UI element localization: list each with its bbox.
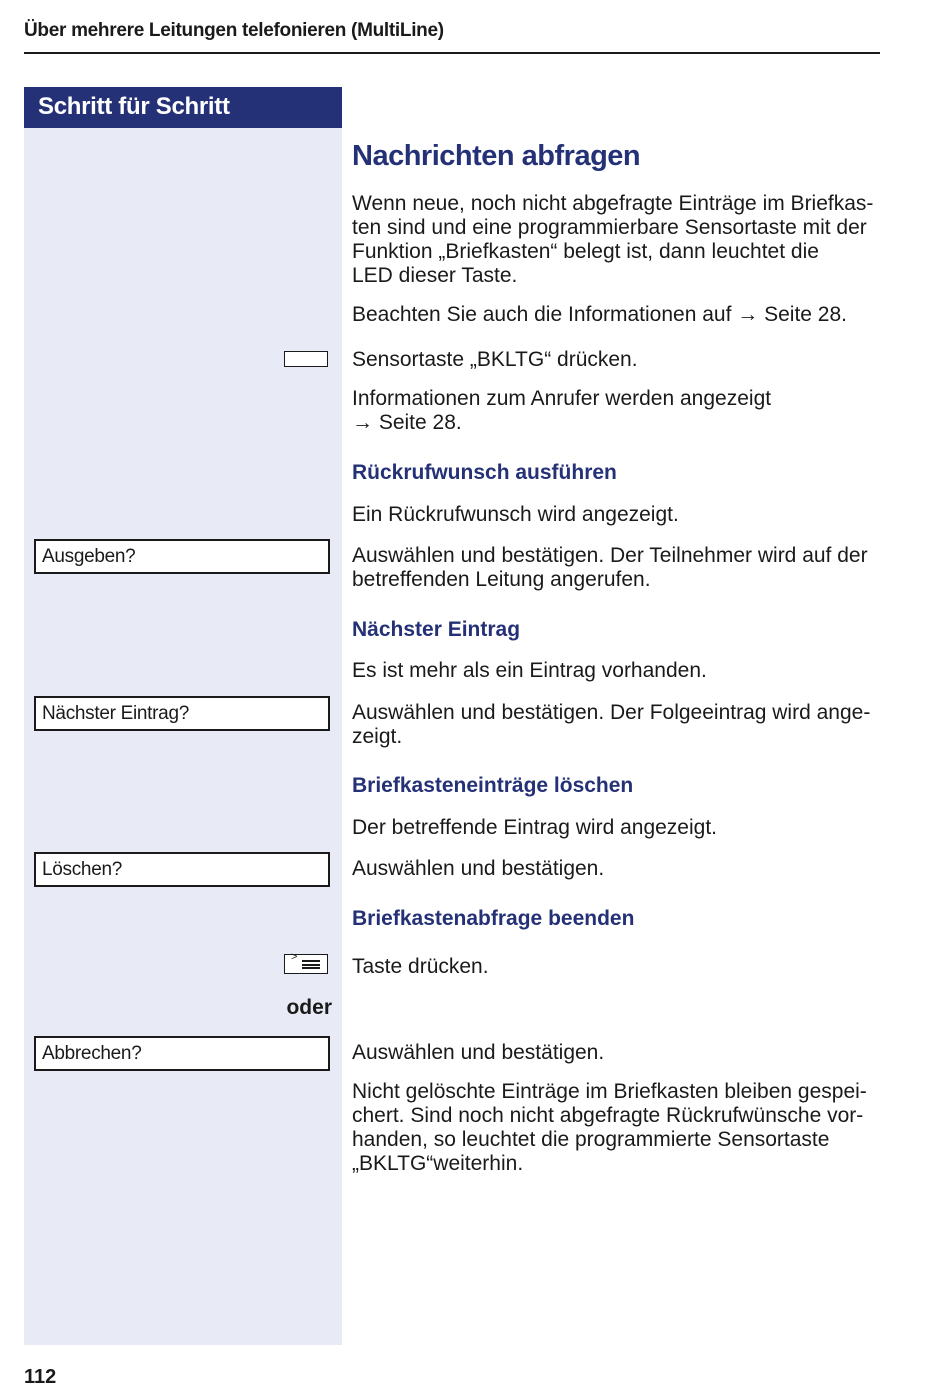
arrow-glyph: > xyxy=(291,951,298,963)
header-rule xyxy=(24,52,880,54)
subheading-naechster: Nächster Eintrag xyxy=(352,618,521,641)
sidebar-title: Schritt für Schritt xyxy=(24,87,342,128)
rueckruf-shown-text: Ein Rückrufwunsch wird angezeigt. xyxy=(352,503,679,526)
subheading-loeschen: Briefkasteneinträge löschen xyxy=(352,774,634,797)
page-number: 112 xyxy=(24,1366,57,1388)
display-ausgeben[interactable]: Ausgeben? xyxy=(34,539,330,574)
display-naechster-eintrag[interactable]: Nächster Eintrag? xyxy=(34,696,330,731)
subheading-beenden: Briefkastenabfrage beenden xyxy=(352,907,635,930)
text-line: Auswählen und bestätigen. Der Folgeeintrag wird ange- xyxy=(352,701,871,724)
intro-line: Funktion „Briefkasten“ belegt ist, dann leuchtet die xyxy=(352,240,819,263)
outro-line: chert. Sind noch nicht abgefragte Rückrufwünsche vor- xyxy=(352,1104,864,1127)
caller-info-text xyxy=(352,387,882,435)
menu-bars-glyph xyxy=(302,960,320,969)
text-line: zeigt. xyxy=(352,725,403,748)
outro-paragraph xyxy=(352,1080,882,1176)
beenden-press-text: Taste drücken. xyxy=(352,955,489,978)
intro-line: ten sind und eine programmierbare Sensortaste mit der xyxy=(352,216,867,239)
display-loeschen[interactable]: Löschen? xyxy=(34,852,330,887)
text-line: betreffenden Leitung angerufen. xyxy=(352,568,651,591)
see-also-text: Beachten Sie auch die Informationen auf → Seite 28. xyxy=(352,303,847,326)
sensor-key-icon xyxy=(284,351,328,367)
caller-info-link: → Seite 28. xyxy=(352,411,462,434)
display-abbrechen[interactable]: Abbrechen? xyxy=(34,1036,330,1071)
caller-info-line: Informationen zum Anrufer werden angezeigt xyxy=(352,387,772,410)
outro-line: Nicht gelöschte Einträge im Briefkasten bleiben gespei- xyxy=(352,1080,867,1103)
menu-key-icon xyxy=(284,951,328,974)
running-title: Über mehrere Leitungen telefonieren (MultiLine) xyxy=(24,20,444,41)
text-line: Auswählen und bestätigen. Der Teilnehmer wird auf der xyxy=(352,544,868,567)
loeschen-select-text: Auswählen und bestätigen. xyxy=(352,857,605,880)
naechster-more-text: Es ist mehr als ein Eintrag vorhanden. xyxy=(352,659,707,682)
naechster-select-text xyxy=(352,701,882,749)
intro-line: LED dieser Taste. xyxy=(352,264,518,287)
outro-line: „BKLTG“weiterhin. xyxy=(352,1152,524,1175)
press-bkltg-text: Sensortaste „BKLTG“ drücken. xyxy=(352,348,638,371)
section-title: Nachrichten abfragen xyxy=(352,140,641,172)
oder-label: oder xyxy=(286,996,332,1019)
loeschen-shown-text: Der betreffende Eintrag wird angezeigt. xyxy=(352,816,717,839)
subheading-rueckruf: Rückrufwunsch ausführen xyxy=(352,461,617,484)
intro-paragraph xyxy=(352,192,882,288)
intro-line: Wenn neue, noch nicht abgefragte Einträge im Briefkas- xyxy=(352,192,874,215)
outro-line: handen, so leuchtet die programmierte Sensortaste xyxy=(352,1128,830,1151)
beenden-select-text: Auswählen und bestätigen. xyxy=(352,1041,605,1064)
rueckruf-select-text xyxy=(352,544,882,592)
